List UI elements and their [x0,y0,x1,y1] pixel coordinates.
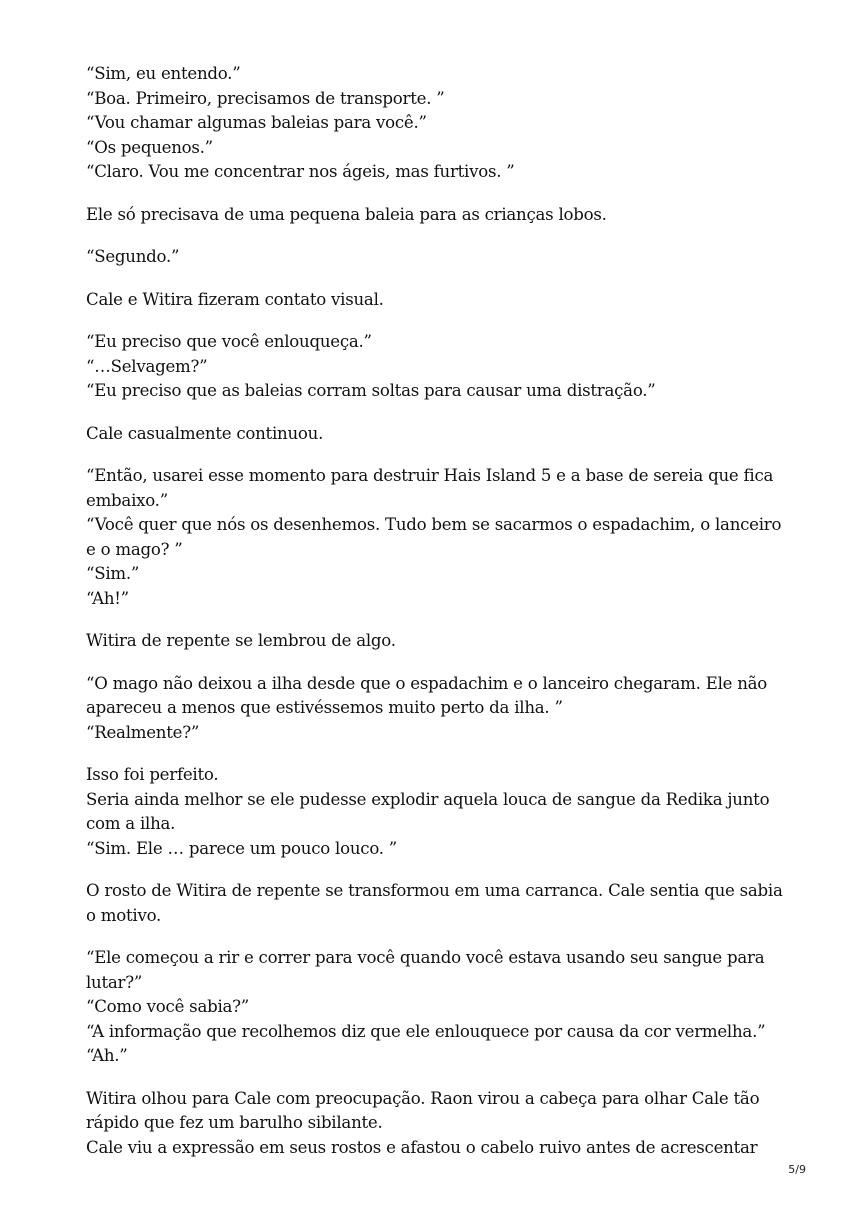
text-line: “O mago não deixou a ilha desde que o espadachim e o lanceiro chegaram. Ele não apareceu a menos que estivéssemos muito perto da ilha. ” [86,673,768,717]
text-line: “Sim. Ele … parece um pouco louco. ” [86,838,398,858]
text-line: “A informação que recolhemos diz que ele enlouquece por causa da cor vermelha.” [86,1021,766,1041]
paragraph [86,62,786,185]
text-line: Witira olhou para Cale com preocupação. Raon virou a cabeça para olhar Cale tão rápido que fez um barulho sibilante. [86,1088,760,1132]
text-line: “Segundo.” [86,247,180,266]
text-line: Cale e Witira fizeram contato visual. [86,289,384,309]
text-line: Cale casualmente continuou. [86,423,324,443]
text-line: Isso foi perfeito. [86,765,219,784]
text-line: “Vou chamar algumas baleias para você.” [86,113,427,132]
text-line: “Eu preciso que você enlouqueça.” [86,332,372,351]
paragraph [86,1087,786,1161]
text-line: “Realmente?” [86,722,200,742]
text-line: “Ah.” [86,1046,128,1065]
paragraph [86,245,786,270]
text-line: “Você quer que nós os desenhemos. Tudo bem se sacarmos o espadachim, o lanceiro e o mago? ” [86,515,782,559]
paragraph [86,288,786,313]
paragraph [86,330,786,404]
text-line: “Sim, eu entendo.” [86,64,241,83]
paragraph [86,203,786,228]
paragraph [86,763,786,861]
text-line: “Boa. Primeiro, precisamos de transporte. ” [86,88,445,108]
paragraph [86,464,786,611]
text-line: “Eu preciso que as baleias corram soltas para causar uma distração.” [86,381,656,400]
text-line: Ele só precisava de uma pequena baleia para as crianças lobos. [86,204,607,224]
paragraph [86,672,786,746]
text-line: “Sim.” [86,564,140,583]
text-line: “Como você sabia?” [86,997,250,1016]
text-line: “Ah!” [86,588,129,608]
text-line: “…Selvagem?” [86,356,208,376]
text-line: “Os pequenos.” [86,137,213,157]
page-number: 5/9 [788,1163,806,1176]
text-line: “Ele começou a rir e correr para você quando você estava usando seu sangue para lutar?” [86,948,765,992]
text-line: Cale viu a expressão em seus rostos e afastou o cabelo ruivo antes de acrescentar [86,1137,758,1157]
text-line: “Claro. Vou me concentrar nos ágeis, mas furtivos. ” [86,162,515,181]
text-line: “Então, usarei esse momento para destruir Hais Island 5 e a base de sereia que fica embaixo.” [86,466,774,510]
text-line: O rosto de Witira de repente se transformou em uma carranca. Cale sentia que sabia o motivo. [86,881,783,925]
document-body [86,62,786,1178]
paragraph [86,422,786,447]
text-line: Witira de repente se lembrou de algo. [86,631,396,650]
paragraph [86,946,786,1069]
text-line: Seria ainda melhor se ele pudesse explodir aquela louca de sangue da Redika junto com a ilha. [86,789,770,833]
paragraph [86,629,786,654]
paragraph [86,879,786,928]
